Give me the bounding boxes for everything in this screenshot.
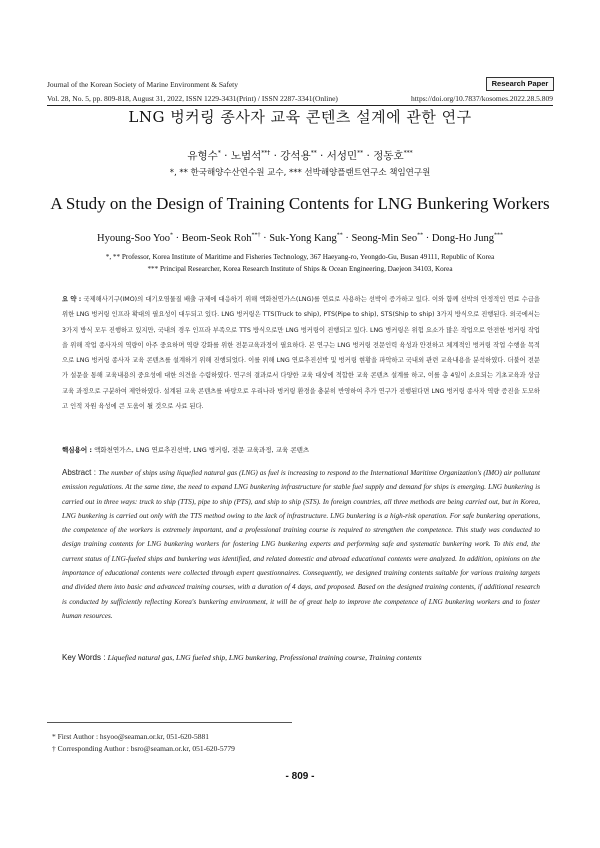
author-mark: ** [417,232,424,239]
author-name: 정동호 [373,150,404,162]
english-affiliation-2: *** Principal Researcher, Korea Research Institute of Ships & Ocean Engineering, Daejeon 34103, Korea [147,265,453,273]
author-mark: * [217,149,221,157]
author-name: 노범석 [230,150,262,162]
author-name: Suk-Yong Kang [269,233,337,244]
author-name: Seong-Min Seo [351,233,418,244]
author-name: 유형수 [187,150,218,162]
author-separator: · [316,150,327,162]
author-mark: *** [493,232,503,239]
korean-authors [0,148,600,163]
footnote-rule [47,722,292,723]
corresponding-author-footnote: † Corresponding Author : bsro@seaman.or.kr, 051-620-5779 [52,744,235,753]
author-separator: · [172,233,182,244]
english-abstract-text: The number of ships using liquefied natural gas (LNG) as fuel is increasing to respond to the International Maritime Organization's (IMO) air pollutant emission regulations. At the same time, the need to expand LNG bunkering infrastructure for stable fuel supply and demand for ships is emerging. LNG bunkering is carried out in three ways: truck to ship (TTS), pipe to ship (PTS), and ship to ship (STS). In foreign countries, all three methods are being carried out, but in Korea, LNG bunkering is carried out only with the TTS method owing to the lack of infrastructure. LNG bunkering is a high-risk operation. For safe bunkering operations, the competence of the workers is extremely important, and a professional training course is required to strengthen the competence. This study was conducted to design training contents for LNG bunkering workers for fostering LNG bunkering experts and performing safe and systematic bunkering work. To this end, the current status of LNG-fueled ships and bunkering was identified, and related domestic and abroad educational contents were analyzed. In addition, opinions on the importance of educational contents were collected through expert questionnaires. Consequently, we designed training contents suitable for various training targets and divided them into basic and advanced training courses, with a duration of 4 days, and proposed. Based on the designed training contents, if additional research is conducted by sufficiently reflecting Korea's bunkering environment, it will be of great help to improve the competence of LNG bunkering workers and to foster human resources. [62,469,541,620]
author-mark: ** [357,149,364,157]
english-keywords-label: Key Words : [62,653,108,662]
journal-name: Journal of the Korean Society of Marine Environment & Safety [47,80,238,89]
korean-keywords-text: 액화천연가스, LNG 연료추진선박, LNG 벙커링, 전문 교육과정, 교육 콘텐츠 [94,446,310,454]
author-separator: · [342,233,352,244]
author-mark: ** [310,149,317,157]
author-mark: ** [336,232,343,239]
korean-abstract-text: 국제해사기구(IMO)의 대기오염물질 배출 규제에 대응하기 위해 액화천연가스(LNG)를 연료로 사용하는 선박이 증가하고 있다. 이와 함께 선박의 안정적인 연료 수급을 위한 LNG 벙커링 인프라 확대의 필요성이 대두되고 있다. LNG 벙커링은 TTS(Truck to ship), PTS(Pipe to ship), STS(Ship to ship) 3가지 방식으로 진행된다. 외국에서는 3가지 방식 모두 진행하고 있지만, 국내의 경우 인프라 부족으로 TTS 방식으로만 LNG 벙커링이 진행되고 있다. LNG 벙커링은 위험 요소가 많은 작업으로 안전한 벙커링 작업을 위해 작업 종사자의 역량이 아주 중요하며 역량 강화를 위한 전문교육과정이 필요하다. 본 연구는 LNG 벙커링 전문인력 육성과 안전하고 체계적인 벙커링 작업 수행을 목적으로 LNG 벙커링 종사자 교육 콘텐츠를 설계하기 위해 진행되었다. 이를 위해 LNG 연료추진선박 및 벙커링 현황을 파악하고 국내외 관련 교육내용을 분석하였다. 더불어 전문가 설문을 통해 교육내용의 중요성에 대한 의견을 수렴하였다. 연구의 결과로서 다양한 교육 대상에 적합한 교육 콘텐츠 설계를 하고, 이를 총 4일이 소요되는 기초교육과 상급교육 과정으로 구분하여 제안하였다. 설계된 교육 콘텐츠를 바탕으로 우리나라 벙커링 환경을 충분히 반영하여 추가 연구가 진행된다면 LNG 벙커링 종사자 역량 증진을 도모하고 인적 자원 육성에 큰 도움이 될 것으로 사료 된다. [62,296,540,411]
page-number: - 809 - [285,771,315,782]
article-type-badge: Research Paper [486,77,554,91]
korean-abstract [62,292,540,414]
author-separator: · [270,150,281,162]
first-author-footnote: * First Author : hsyoo@seaman.or.kr, 051-620-5881 [52,732,210,741]
author-name: Dong-Ho Jung [431,233,494,244]
english-keywords-text: Liquefied natural gas, LNG fueled ship, LNG bunkering, Professional training course, Training contents [107,653,422,662]
korean-abstract-label: 요 약 : [62,296,82,303]
author-mark: **† [261,149,271,157]
author-mark: *** [403,149,413,157]
author-separator: · [220,150,231,162]
author-name: 강석용 [280,150,311,162]
author-name: 서성민 [326,150,358,162]
author-separator: · [260,233,270,244]
english-authors [0,233,600,244]
author-mark: **† [251,232,261,239]
korean-keywords [62,445,540,454]
author-separator: · [423,233,432,244]
doi-link[interactable]: https://doi.org/10.7837/kosomes.2022.28.5.809 [411,94,553,103]
english-abstract [62,466,540,623]
korean-affiliation: *, ** 한국해양수산연수원 교수, *** 선박해양플랜트연구소 책임연구원 [169,168,431,178]
english-keywords [62,653,540,662]
korean-title: LNG 벙커링 종사자 교육 콘텐츠 설계에 관한 연구 [128,108,472,126]
author-name: Hyoung-Soo Yoo [97,233,170,244]
english-abstract-label: Abstract : [62,468,99,477]
author-name: Beom-Seok Roh [181,233,252,244]
english-title: A Study on the Design of Training Contents for LNG Bunkering Workers [50,194,550,213]
english-affiliation-1: *, ** Professor, Korea Institute of Maritime and Fisheries Technology, 367 Haeyang-ro, Yeongdo-Gu, Busan 49111, Republic of Korea [105,253,495,261]
korean-keywords-label: 핵심용어 : [62,446,92,454]
volume-info: Vol. 28, No. 5, pp. 809-818, August 31, 2022, ISSN 1229-3431(Print) / ISSN 2287-3341(Online) [47,94,338,103]
author-separator: · [363,150,374,162]
author-mark: * [169,232,173,239]
